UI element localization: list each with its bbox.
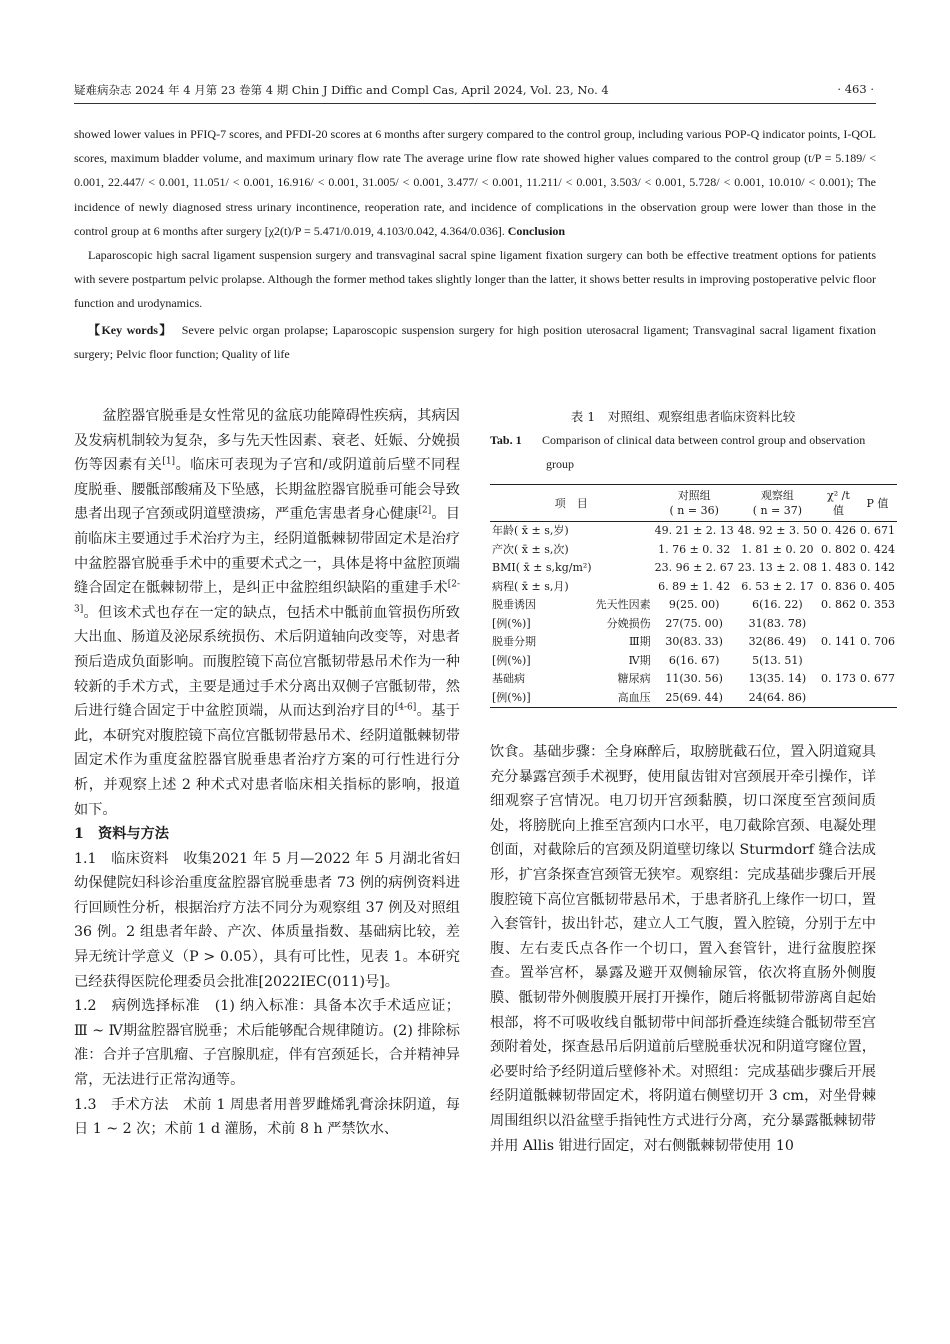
table-cell: 31(83. 78) (748, 616, 807, 630)
table-cell: Ⅳ期 (628, 653, 651, 667)
table-cell: 6(16. 67) (668, 653, 720, 667)
table-row (490, 578, 897, 597)
table-cell: 0. 671 (859, 524, 895, 537)
citation: [1] (162, 456, 176, 467)
table-cell: 先天性因素 (595, 598, 651, 611)
table-cell: 糖尿病 (617, 672, 651, 685)
table-header-row (490, 485, 897, 522)
table-cell: 0. 862 (820, 598, 856, 611)
intro-text: 。目前临床主要通过手术治疗为主，经阴道骶棘韧带固定术是治疗中盆腔器官脱垂手术中的重要术式之一，具体是将中盆腔顶端缝合固定在骶棘韧带上，是纠正中盆腔组织缺陷的重建手术 (74, 506, 460, 597)
table-cell: 脱垂诱因 (492, 598, 536, 611)
table-cell: 6(16. 22) (752, 598, 803, 611)
table-cell: 0. 424 (859, 542, 895, 556)
table-cell: BMI( x̄ ± s,kg/m²) (492, 561, 592, 574)
table-cell: 0. 142 (859, 561, 895, 574)
table-cell: 0. 141 (820, 635, 856, 648)
intro-paragraph (74, 404, 460, 822)
table-cell: 13(35. 14) (748, 672, 807, 685)
table-cell: 0. 173 (820, 672, 856, 685)
keywords-label: 【Key words】 (88, 322, 173, 337)
table-row (490, 633, 897, 652)
table-cell: 49. 21 ± 2. 13 (654, 524, 734, 537)
table-cell: 0. 405 (859, 579, 895, 593)
left-column (74, 404, 460, 1142)
table-cell: 基础病 (492, 672, 525, 685)
table-cell: 0. 353 (859, 598, 895, 611)
table-row (490, 596, 897, 615)
section-1-1: 1.1 临床资料 收集2021 年 5 月—2022 年 5 月湖北省妇幼保健院妇科诊治重度盆腔器官脱垂患者 73 例的病例资料进行回顾性分析，根据治疗方法不同分为观察组 37 例及对照组 36 例。2 组患者年龄、产次、体质量指数、基础病比较，差异无统计学意义（P > 0.05），具有可比性，见表 1。本研究已经获得医院伦理委员会批准[2022IEC(011)号]。 (74, 850, 460, 990)
header-rule (74, 103, 876, 104)
table-row (490, 689, 897, 708)
header-observation (736, 485, 819, 522)
table-label: Tab. 1 (490, 433, 522, 447)
table-cell: 30(83. 33) (665, 635, 723, 648)
table-cell: 11(30. 56) (665, 672, 723, 685)
table-cell: 25(69. 44) (665, 690, 723, 704)
table-cell: 0. 426 (820, 524, 856, 537)
table-cell: 1. 76 ± 0. 32 (658, 542, 731, 556)
table-cell: 6. 53 ± 2. 17 (741, 579, 814, 593)
header-p: P 值 (866, 496, 889, 510)
table-cell (594, 522, 653, 541)
table-row (490, 652, 897, 671)
table-cell: 32(86. 49) (748, 635, 807, 648)
right-column (490, 740, 876, 1158)
table-cell: 高血压 (617, 690, 651, 704)
abstract-conclusion: Laparoscopic high sacral ligament suspension surgery and transvaginal sacral spine ligament fixation surgery can both be effective treatment options for patients with severe postpartum pelvic prolapse. Although the former method takes slightly longer than the latter, it shows better results in improving postoperative pelvic floor function and urodynamics. (74, 248, 876, 311)
header-control (653, 485, 736, 522)
table-cell: 病程( x̄ ± s,月) (492, 579, 569, 593)
table-row (490, 559, 897, 578)
abstract-results (74, 122, 876, 243)
table-cell (819, 652, 858, 671)
table-cell: 48. 92 ± 3. 50 (737, 524, 817, 537)
citation: [4-6] (394, 702, 417, 713)
clinical-data-table (490, 484, 897, 708)
section-1-2: 1.2 病例选择标准 (1) 纳入标准：具备本次手术适应证；Ⅲ ~ Ⅳ期盆腔器官脱垂；术后能够配合规律随访。(2) 排除标准：合并子宫肌瘤、子宫腺肌症，伴有宫颈延长，合并精神异常，无法进行正常沟通等。 (74, 998, 460, 1089)
header-stat: χ² /t 值 (827, 489, 850, 517)
table-cell (594, 541, 653, 560)
table-cell: 27(75. 00) (665, 616, 723, 630)
table-cell: 0. 802 (820, 542, 856, 556)
table-cell: [例(%)] (492, 690, 531, 704)
table-cell (594, 578, 653, 597)
conclusion-label: Conclusion (507, 223, 566, 238)
table-cell: 5(13. 51) (752, 653, 803, 667)
table-cell: 24(64. 86) (748, 690, 807, 704)
section-heading: 1 资料与方法 (74, 826, 169, 843)
table-cell: 9(25. 00) (668, 598, 720, 611)
page-number: · 463 · (837, 82, 874, 96)
header-obs-label: 观察组 (760, 489, 794, 502)
header-control-label: 对照组 (677, 489, 711, 502)
table-cell: 分娩损伤 (606, 616, 651, 630)
surgery-method-text: 饮食。基础步骤：全身麻醉后，取膀胱截石位，置入阴道窥具充分暴露宫颈手术视野，使用鼠齿钳对宫颈展开牵引操作，详细观察子宫情况。电刀切开宫颈黏膜，切口深度至宫颈间质处，将膀胱向上推至宫颈内口水平，电刀截除宫颈、电凝处理创面，对截除后的宫颈及阴道壁切缘以 Sturmdorf 缝合法成形，扩宫条探查宫颈管无狭窄。观察组：完成基础步骤后开展腹腔镜下高位宫骶韧带悬吊术，于患者脐孔上缘作一切口，置入套管针，拔出针芯，建立人工气腹，置入腔镜，分别于左中腹、左右麦氏点各作一个切口，置入套管针，进行盆腹腔探查。置举宫杯，暴露及避开双侧输尿管，依次将直肠外侧腹膜、骶韧带外侧腹膜开展打开操作，随后将骶韧带游离自起始根部，将不可吸收线自骶韧带中间部折叠连续缝合骶韧带至宫颈附着处，探查悬吊后阴道前后壁脱垂状况和阴道穹窿位置，必要时给予经阴道后壁修补术。对照组：完成基础步骤后开展经阴道骶棘韧带固定术，将阴道右侧壁切开 3 cm，对坐骨棘周围组织以沿盆壁手指钝性方式进行分离，充分暴露骶棘韧带并用 Allis 钳进行固定，对右侧骶棘韧带使用 10 (490, 744, 876, 1154)
table-cell: 0. 677 (859, 672, 895, 685)
table-cell: 6. 89 ± 1. 42 (658, 579, 731, 593)
table-row (490, 522, 897, 541)
english-abstract (74, 122, 876, 366)
intro-text: 。基于此，本研究对腹腔镜下高位宫骶韧带悬吊术、经阴道骶棘韧带固定术作为重度盆腔器官脱垂患者治疗方案的可行性进行分析，并观察上述 2 种术式对患者临床相关指标的影响，报道如下。 (74, 703, 460, 818)
keywords-text: Severe pelvic organ prolapse; Laparoscopic suspension surgery for high position uterosacral ligament; Transvaginal sacral ligament fixation surgery; Pelvic floor function; Quality of life (74, 322, 877, 361)
intro-text: 。临床可表现为子宫和/或阴道前后壁不同程度脱垂、腰骶部酸痛及下坠感，长期盆腔器官脱垂可能会导致患者出现子宫颈或阴道壁溃疡，严重危害患者身心健康 (74, 457, 460, 523)
intro-text: 盆腔器官脱垂是女性常见的盆底功能障碍性疾病，其病因及发病机制较为复杂，多与先天性因素、衰老、妊娠、分娩损伤等因素有关 (74, 408, 460, 474)
table-row (490, 615, 897, 634)
table-cell: 产次( x̄ ± s,次) (492, 542, 569, 556)
citation: [2] (418, 505, 432, 516)
table-cell (594, 559, 653, 578)
table-cell (819, 615, 858, 634)
header-obs-n: ( n = 37) (752, 504, 803, 517)
table-caption-zh: 表 1 对照组、观察组患者临床资料比较 (570, 409, 796, 424)
table-cell: 1. 81 ± 0. 20 (741, 542, 814, 556)
table-cell: [例(%)] (492, 653, 531, 667)
table-cell: 脱垂分期 (492, 635, 536, 648)
table-caption-en (490, 428, 876, 476)
running-header (74, 82, 874, 98)
table-caption-text: Comparison of clinical data between control group and observation group (542, 433, 866, 471)
section-1-3: 1.3 手术方法 术前 1 周患者用普罗雌烯乳膏涂抹阴道，每日 1 ~ 2 次；术前 1 d 灌肠，术前 8 h 严禁饮水、 (74, 1096, 460, 1138)
citation: [2-3] (74, 579, 460, 615)
table-row (490, 670, 897, 689)
table-cell: [例(%)] (492, 616, 531, 630)
header-control-n: ( n = 36) (669, 504, 719, 517)
table-cell: 23. 13 ± 2. 08 (737, 561, 817, 574)
table-cell: 23. 96 ± 2. 67 (654, 561, 734, 574)
table-caption (490, 405, 876, 476)
table-cell (858, 615, 897, 634)
table-cell: 1. 483 (820, 561, 856, 574)
table-cell: Ⅲ期 (628, 635, 651, 648)
table-row (490, 541, 897, 560)
journal-citation: 疑难病杂志 2024 年 4 月第 23 卷第 4 期 Chin J Diffic and Compl Cas, April 2024, Vol. 23, No. 4 (74, 83, 609, 97)
intro-text: 。但该术式也存在一定的缺点，包括术中骶前血管损伤所致大出血、肠道及泌尿系统损伤、术后阴道轴向改变等，对患者预后造成负面影响。而腹腔镜下高位宫骶韧带悬吊术作为一种较新的手术方式，主要是通过手术分离出双侧子宫骶韧带，然后进行缝合固定于中盆腔顶端，从而达到治疗目的 (74, 604, 460, 720)
table-cell: 年龄( x̄ ± s,岁) (492, 524, 569, 537)
table-cell (819, 689, 858, 708)
table-cell (858, 652, 897, 671)
header-item: 项 目 (554, 496, 588, 510)
abstract-keywords (74, 318, 876, 366)
table-cell (858, 689, 897, 708)
table-cell: 0. 706 (859, 635, 895, 648)
table-cell: 0. 836 (820, 579, 856, 593)
results-text: showed lower values in PFIQ-7 scores, and PFDI-20 scores at 6 months after surgery compared to the control group, including various POP-Q indicator points, I-QOL scores, maximum bladder volume, and maximum urinary flow rate The average urine flow rate showed higher values compared to the control group (t/P = 5.189/ < 0.001, 22.447/ < 0.001, 11.051/ < 0.001, 16.916/ < 0.001, 31.005/ < 0.001, 3.477/ < 0.001, 11.211/ < 0.001, 3.503/ < 0.001, 5.728/ < 0.001, 10.010/ < 0.001); The incidence of newly diagnosed stress urinary incontinence, reoperation rate, and incidence of complications in the observation group were lower than those in the control group at 6 months after surgery [χ2(t)/P = 5.471/0.019, 4.103/0.042, 4.364/0.036]. (74, 127, 876, 238)
